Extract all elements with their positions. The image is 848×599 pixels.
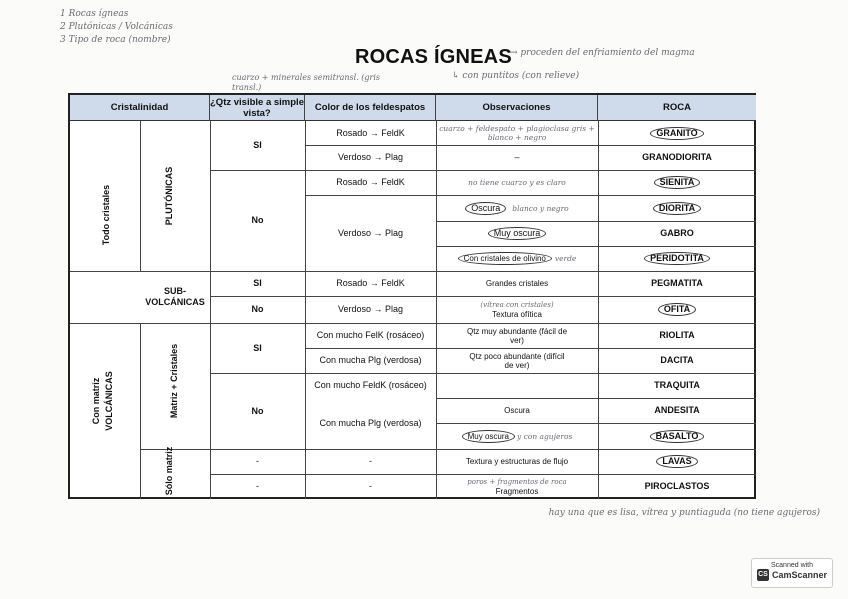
obs-cell: Grandes cristales — [485, 279, 549, 288]
feld-cell: Con mucho FeldK (rosáceo) — [314, 380, 427, 390]
feld-cell: Verdoso → Plag — [337, 227, 404, 238]
obs-handwritten: no tiene cuarzo y es claro — [468, 178, 566, 187]
camscanner-badge — [751, 558, 833, 588]
obs-handwritten: verde — [554, 254, 577, 263]
scanner-brand-label: CamScanner — [771, 570, 828, 580]
obs-olivino: Con cristales de olivino — [458, 252, 552, 265]
feld-cell: Con mucho FelK (rosáceo) — [316, 330, 425, 340]
obs-oscura: Oscura — [465, 202, 506, 215]
qtz-dash: - — [256, 481, 259, 491]
obs-cell — [436, 246, 598, 271]
header-cristalinidad: Cristalinidad — [70, 95, 210, 121]
obs-handwritten: y con agujeros — [516, 431, 573, 441]
scanner-caption: Scanned with — [770, 562, 814, 569]
scanner-brand — [752, 569, 832, 581]
note-line: 1 Rocas ígneas — [60, 9, 129, 19]
roca-cell: PEGMATITA — [651, 278, 703, 288]
group-subvolcanicas: SUB-VOLCÁNICAS — [145, 286, 205, 307]
qtz-no: No — [251, 304, 264, 314]
group-con-matriz: Con matriz — [91, 377, 101, 425]
obs-cell — [436, 221, 598, 246]
roca-cell — [598, 423, 756, 449]
subtitle-annotation: ↳ con puntitos (con relieve) — [452, 71, 580, 81]
feld-cell: Rosado → FeldK — [336, 127, 405, 138]
roca-cell — [598, 246, 756, 271]
roca-cell — [598, 121, 756, 145]
roca-cell: GRANODIORITA — [642, 152, 712, 162]
obs-handwritten: poros + fragmentos de roca — [467, 477, 567, 486]
feld-cell: Verdoso → Plag — [337, 152, 404, 162]
feld-cell: Rosado → FeldK — [336, 177, 405, 187]
feld-cell: Verdoso → Plag — [337, 304, 404, 314]
obs-cell — [436, 474, 598, 499]
obs-cell: Oscura — [504, 406, 530, 415]
obs-cell: – — [514, 152, 520, 162]
qtz-si: SI — [253, 342, 262, 353]
roca-cell: ANDESITA — [654, 405, 700, 415]
feld-cell: Con mucha Plg (verdosa) — [319, 355, 422, 365]
roca-cell — [598, 170, 756, 195]
header-qtz: ¿Qtz visible a simple vista? — [210, 95, 305, 121]
note-line: 2 Plutónicas / Volcánicas — [60, 22, 173, 32]
obs-cell: Qtz poco abundante (difícil de ver) — [469, 351, 565, 370]
feld-cell: Con mucha Plg (verdosa) — [319, 418, 422, 428]
handwritten-notes — [60, 8, 173, 47]
group-matriz-cristales: Matriz + Cristales — [169, 343, 179, 419]
note-line: 3 Tipo de roca (nombre) — [60, 35, 171, 45]
roca-name: BASALTO — [650, 430, 705, 443]
group-todo-cristales: Todo cristales — [101, 184, 111, 246]
obs-handwritten: blanco y negro — [512, 203, 569, 213]
obs-cell — [436, 296, 598, 323]
qtz-no: No — [251, 405, 264, 416]
roca-cell — [598, 296, 756, 323]
footer-annotation: hay una que es lisa, vítrea y puntiaguda (no tiene agujeros) — [548, 508, 820, 518]
obs-handwritten: cuarzo + feldespato + plagioclasa gris + blanco + negro — [439, 124, 595, 142]
header-feldespatos: Color de los feldespatos — [305, 95, 436, 121]
roca-cell: RIOLITA — [659, 330, 695, 340]
roca-cell — [598, 449, 756, 474]
header-observaciones: Observaciones — [436, 95, 598, 121]
roca-cell: TRAQUITA — [654, 380, 700, 390]
obs-cell: Textura y estructuras de flujo — [465, 457, 569, 466]
roca-cell: GABRO — [660, 228, 694, 238]
group-plutonicas: PLUTÓNICAS — [164, 166, 174, 226]
header-annotation: cuarzo + minerales semitransl. (gris transl.) — [232, 73, 381, 92]
feld-cell: Rosado → FeldK — [336, 278, 405, 288]
obs-fragmentos: Fragmentos — [495, 486, 539, 496]
obs-handwritten: (vítrea con cristales) — [480, 300, 554, 309]
divider — [140, 121, 141, 271]
obs-muy-oscura: Muy oscura — [462, 430, 515, 443]
divider — [140, 323, 141, 499]
roca-cell: PIROCLASTOS — [644, 481, 710, 491]
group-solo-matriz: Sólo matriz — [164, 446, 174, 496]
classification-table — [68, 93, 756, 499]
camscanner-logo-icon: CS — [757, 569, 769, 581]
roca-name: SIENITA — [654, 176, 701, 189]
roca-name: PERIDOTITA — [644, 252, 710, 265]
obs-cell — [436, 423, 598, 449]
page-title: ROCAS ÍGNEAS — [355, 46, 512, 68]
qtz-si: SI — [253, 140, 262, 150]
obs-ofitica: Textura ofítica — [492, 309, 542, 319]
roca-cell: DACITA — [660, 355, 694, 365]
header-roca: ROCA — [598, 95, 756, 121]
roca-cell — [598, 195, 756, 221]
obs-cell: Qtz muy abundante (fácil de ver) — [466, 326, 568, 345]
feld-dash: - — [369, 481, 372, 491]
roca-name: LAVAS — [656, 455, 697, 468]
obs-muy-oscura: Muy oscura — [488, 227, 547, 240]
obs-cell — [436, 195, 598, 221]
group-volcanicas: VOLCÁNICAS — [104, 371, 114, 431]
roca-name: DIORITA — [653, 202, 701, 215]
qtz-no: No — [251, 215, 264, 225]
roca-name: OFITA — [658, 303, 696, 316]
title-annotation: → proceden del enfriamiento del magma — [510, 48, 695, 58]
feld-dash: - — [369, 456, 372, 466]
qtz-dash: - — [256, 456, 259, 466]
qtz-si: SI — [253, 278, 262, 288]
roca-name: GRANITO — [650, 127, 703, 140]
